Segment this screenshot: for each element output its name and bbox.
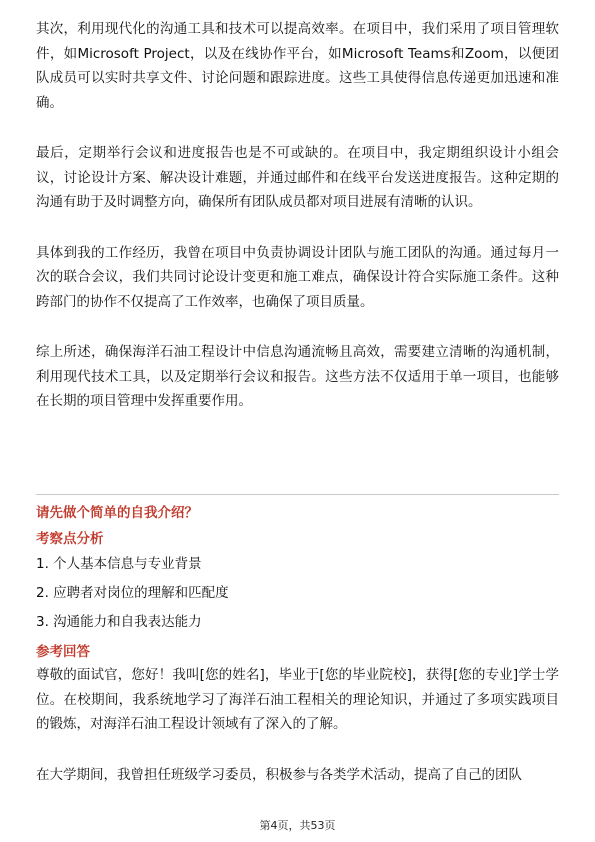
paragraph: 综上所述，确保海洋石油工程设计中信息沟通流畅且高效，需要建立清晰的沟通机制，利用现代技术工具，以及定期举行会议和报告。这些方法不仅适用于单一项目，也能够在长期的项目管理中发挥重要作用。	[36, 344, 559, 409]
answer-paragraph: 在大学期间，我曾担任班级学习委员，积极参与各类学术活动，提高了自己的团队	[36, 766, 522, 783]
interview-question-section	[36, 502, 559, 787]
paragraph: 最后，定期举行会议和进度报告也是不可或缺的。在项目中，我定期组织设计小组会议，讨论设计方案、解决设计难题，并通过邮件和在线平台发送进度报告。这种定期的沟通有助于及时调整方向，确保所有团队成员都对项目进展有清晰的认识。	[36, 145, 559, 210]
page-number: 第4页，共53页	[259, 819, 336, 832]
section-divider	[36, 494, 559, 495]
paragraph: 具体到我的工作经历，我曾在项目中负责协调设计团队与施工团队的沟通。通过每月一次的联合会议，我们共同讨论设计变更和施工难点，确保设计符合实际施工条件。这种跨部门的协作不仅提高了工作效率，也确保了项目质量。	[36, 244, 559, 310]
analysis-heading: 考察点分析	[36, 531, 104, 547]
body-text	[36, 17, 559, 414]
list-item: 1. 个人基本信息与专业背景	[36, 556, 202, 572]
paragraph: 其次，利用现代化的沟通工具和技术可以提高效率。在项目中，我们采用了项目管理软件，如Microsoft Project，以及在线协作平台，如Microsoft Teams和Zoom，以便团队成员可以实时共享文件、讨论问题和跟踪进度。这些工具使得信息传递更加迅速和准确。	[36, 21, 559, 111]
answer-heading: 参考回答	[36, 644, 90, 660]
list-item: 2. 应聘者对岗位的理解和匹配度	[36, 585, 229, 601]
list-item: 3. 沟通能力和自我表达能力	[36, 614, 202, 630]
question-title: 请先做个简单的自我介绍？	[36, 505, 198, 521]
answer-paragraph: 尊敬的面试官，您好！我叫[您的姓名]，毕业于[您的毕业院校]，获得[您的专业]学士学位。在校期间，我系统地学习了海洋石油工程相关的理论知识，并通过了多项实践项目的锻炼，对海洋石油工程设计领域有了深入的了解。	[36, 667, 559, 732]
